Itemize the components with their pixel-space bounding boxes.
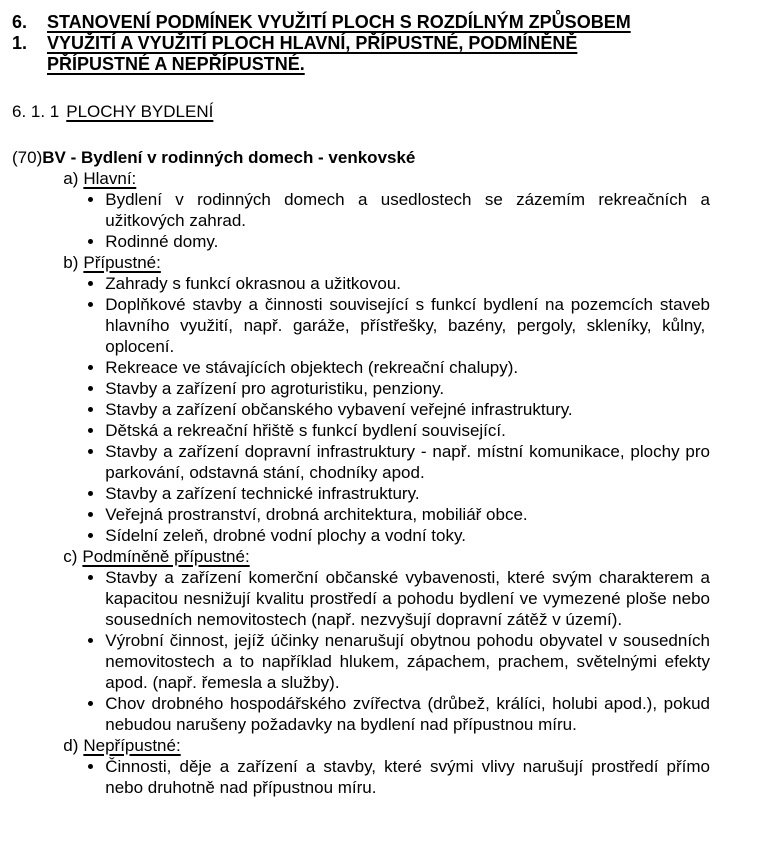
- section-heading-number: 6. 1.: [12, 12, 28, 53]
- list-item-text: Stavby a zařízení občanského vybavení veřejné infrastruktury.: [105, 400, 573, 419]
- group-label: [63, 168, 710, 189]
- group-label: [63, 252, 710, 273]
- bullet-icon: [87, 273, 105, 294]
- list-item-text: Bydlení v rodinných domech a usedlostech se zázemím rekreačních a užitkových zahrad.: [105, 190, 710, 230]
- group-name: Podmíněně přípustné:: [82, 547, 250, 566]
- group-letter: a): [63, 169, 79, 188]
- list-item-text: Výrobní činnost, jejíž účinky nenarušují obytnou pohodu obyvatel v sousedních nemovitostech a to například hlukem, zápachem, prachem, světelnými efekty apod. (např. řemesla a služby).: [105, 631, 710, 692]
- list-item: [87, 441, 710, 483]
- group-nepripustne: [42, 735, 710, 798]
- paragraph-number: (70): [12, 148, 43, 167]
- section-heading-line: STANOVENÍ PODMÍNEK VYUŽITÍ PLOCH S ROZDÍLNÝM ZPŮSOBEM: [47, 12, 631, 32]
- list-item-text: Stavby a zařízení komerční občanské vybavenosti, které svým charakterem a kapacitou nesnižují kvalitu prostředí a pohodu bydlení ve vymezené ploše nebo sousedních nemovitostech (např. nezvyšují dopravní zátěž v území).: [105, 568, 710, 629]
- list-item: [87, 378, 710, 399]
- subsection-heading-6-1-1: [12, 101, 710, 122]
- list-item-text: Stavby a zařízení technické infrastruktury.: [105, 484, 420, 503]
- bullet-icon: [87, 399, 105, 420]
- bullet-icon: [87, 693, 105, 735]
- bullet-icon: [87, 441, 105, 483]
- bullet-icon: [87, 189, 105, 231]
- group-pripustne: [42, 252, 710, 546]
- paragraph-title: BV - Bydlení v rodinných domech - venkovské: [42, 148, 416, 167]
- group-label: [63, 735, 710, 756]
- list-item-text: Stavby a zařízení dopravní infrastruktury - např. místní komunikace, plochy pro parkování, odstavná stání, chodníky apod.: [105, 442, 710, 482]
- list-item: [87, 294, 710, 357]
- paragraph-body: [42, 147, 710, 798]
- group-hlavni: [42, 168, 710, 252]
- section-heading-6-1: [12, 12, 710, 75]
- list-item-text: Doplňkové stavby a činnosti související s funkcí bydlení na pozemcích staveb hlavního využití, např. garáže, přístřešky, bazény, pergoly, skleníky, kůlny, oplocení.: [105, 295, 710, 356]
- group-name: Hlavní:: [83, 169, 137, 188]
- group-letter: d): [63, 736, 79, 755]
- group-name: Přípustné:: [83, 253, 161, 272]
- bullet-icon: [87, 357, 105, 378]
- list-item-text: Veřejná prostranství, drobná architektura, mobiliář obce.: [105, 505, 528, 524]
- group-podminene-pripustne: [42, 546, 710, 735]
- list-item: [87, 273, 710, 294]
- bullet-icon: [87, 378, 105, 399]
- list-item: [87, 399, 710, 420]
- bullet-icon: [87, 630, 105, 693]
- paragraph-70: [12, 147, 710, 798]
- bullet-icon: [87, 567, 105, 630]
- group-letter: b): [63, 253, 79, 272]
- list-item: [87, 567, 710, 630]
- bullet-icon: [87, 504, 105, 525]
- bullet-icon: [87, 231, 105, 252]
- list-item: [87, 231, 710, 252]
- list-item: [87, 693, 710, 735]
- list-item: [87, 189, 710, 231]
- list-item-text: Rekreace ve stávajících objektech (rekreační chalupy).: [105, 358, 519, 377]
- list-item-text: Rodinné domy.: [105, 232, 219, 251]
- group-letter: c): [63, 547, 78, 566]
- section-heading-line: PŘÍPUSTNÉ A NEPŘÍPUSTNÉ.: [47, 54, 305, 74]
- list-item-text: Stavby a zařízení pro agroturistiku, penziony.: [105, 379, 445, 398]
- list-item: [87, 504, 710, 525]
- bullet-icon: [87, 420, 105, 441]
- list-item: [87, 420, 710, 441]
- section-heading-line: VYUŽITÍ A VYUŽITÍ PLOCH HLAVNÍ, PŘÍPUSTNÉ, PODMÍNĚNĚ: [47, 33, 578, 53]
- list-item: [87, 357, 710, 378]
- list-item-text: Zahrady s funkcí okrasnou a užitkovou.: [105, 274, 401, 293]
- list-item: [87, 630, 710, 693]
- bullet-icon: [87, 525, 105, 546]
- group-name: Nepřípustné:: [83, 736, 181, 755]
- list-item: [87, 525, 710, 546]
- list-item-text: Dětská a rekreační hřiště s funkcí bydlení související.: [105, 421, 506, 440]
- section-heading-text: [47, 12, 710, 75]
- list-item-text: Činnosti, děje a zařízení a stavby, které svými vlivy narušují prostředí přímo nebo druhotně nad přípustnou míru.: [105, 757, 710, 797]
- list-item: [87, 483, 710, 504]
- group-label: [63, 546, 710, 567]
- bullet-icon: [87, 483, 105, 504]
- list-item-text: Chov drobného hospodářského zvířectva (drůbež, králíci, holubi apod.), pokud nebudou narušeny požadavky na bydlení nad přípustnou míru.: [105, 694, 710, 734]
- bullet-icon: [87, 756, 105, 798]
- bullet-icon: [87, 294, 105, 357]
- list-item-text: Sídelní zeleň, drobné vodní plochy a vodní toky.: [105, 526, 466, 545]
- list-item: [87, 756, 710, 798]
- subsection-heading-title: PLOCHY BYDLENÍ: [66, 102, 214, 121]
- subsection-heading-number: 6. 1. 1: [12, 102, 60, 121]
